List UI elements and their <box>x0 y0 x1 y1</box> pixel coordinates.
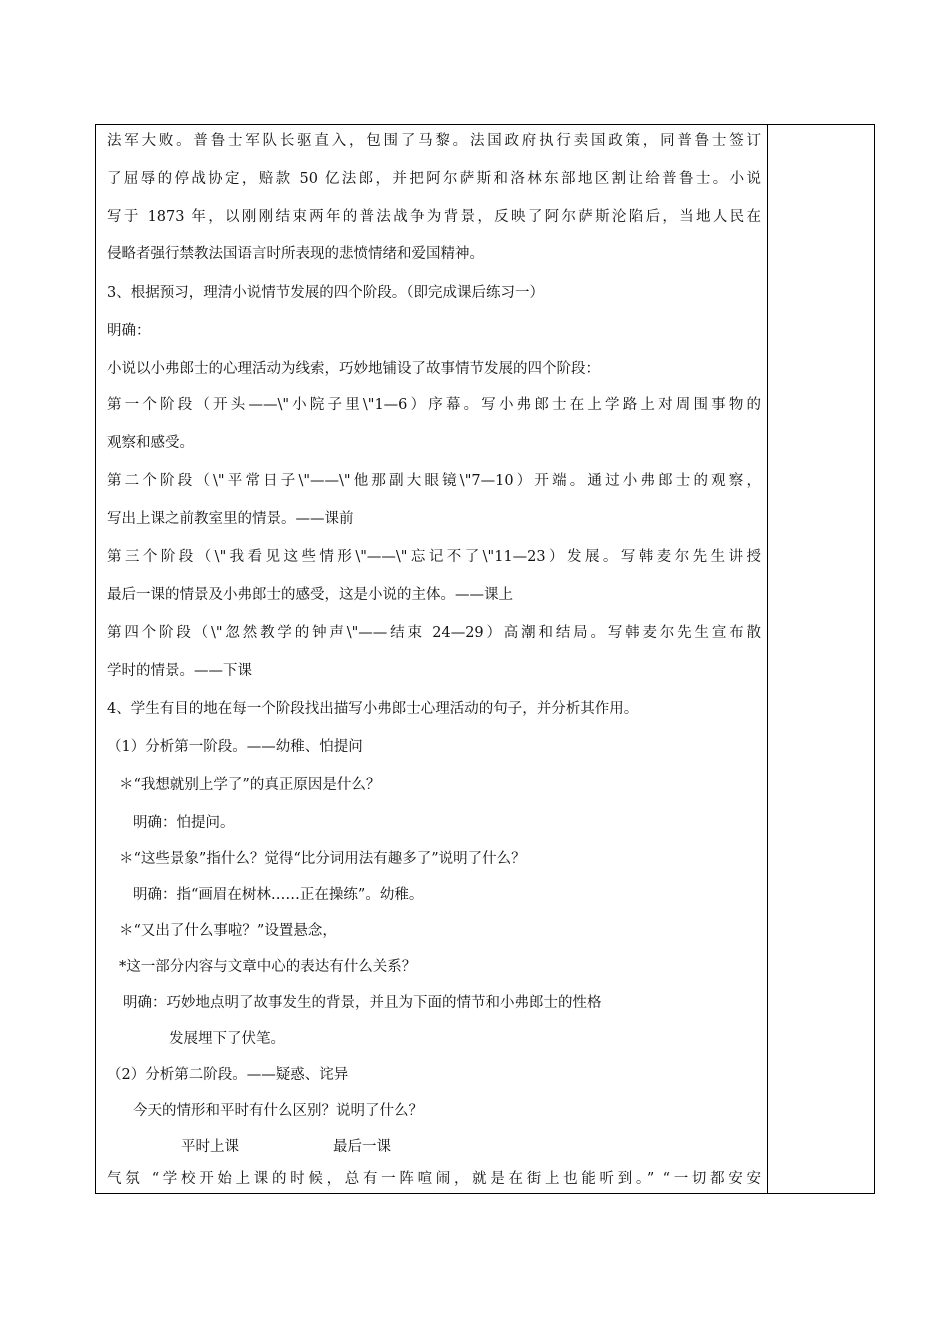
text-line: （1）分析第一阶段。——幼稚、怕提问 <box>107 739 363 755</box>
text-line: 第一个阶段（开头——\"小院子里\"1—6）序幕。写小弗郎士在上学路上对周围事物的 <box>107 397 761 413</box>
text-line: 今天的情形和平时有什么区别？说明了什么？ <box>133 1103 423 1119</box>
text-line: 发展埋下了伏笔。 <box>169 1031 285 1047</box>
text-line: 学时的情景。——下课 <box>107 663 252 679</box>
text-line: 写于 1873 年，以刚刚结束两年的普法战争为背景，反映了阿尔萨斯沦陷后，当地人民在 <box>107 209 761 225</box>
text-line: 3、根据预习，理清小说情节发展的四个阶段。（即完成课后练习一） <box>107 285 544 301</box>
column-heading: 平时上课 <box>181 1139 239 1155</box>
text-line: 观察和感受。 <box>107 435 194 451</box>
text-line: 了屈辱的停战协定，赔款 50 亿法郎，并把阿尔萨斯和洛林东部地区割让给普鲁士。小说 <box>107 171 761 187</box>
text-line: 侵略者强行禁教法国语言时所表现的悲愤情绪和爱国精神。 <box>107 246 484 262</box>
lesson-table <box>95 124 875 1194</box>
text-line: （2）分析第二阶段。——疑惑、诧异 <box>107 1067 349 1083</box>
text-line: 气氛 “学校开始上课的时候，总有一阵喧闹，就是在街上也能听到。” “一切都安安 <box>107 1171 761 1187</box>
text-line: ＊“这些景象”指什么？觉得“比分词用法有趣多了”说明了什么？ <box>119 851 526 867</box>
text-line: 明确：指“画眉在树林……正在操练”。幼稚。 <box>133 887 424 903</box>
text-line: 4、学生有目的地在每一个阶段找出描写小弗郎士心理活动的句子，并分析其作用。 <box>107 701 639 717</box>
column-heading: 最后一课 <box>333 1139 391 1155</box>
text-line: 第二个阶段（\"平常日子\"——\"他那副大眼镜\"7—10）开端。通过小弗郎士的观察， <box>107 473 761 489</box>
text-line: 法军大败。普鲁士军队长驱直入，包围了马黎。法国政府执行卖国政策，同普鲁士签订 <box>107 133 761 149</box>
column-divider <box>767 125 768 1193</box>
text-line: ＊“我想就别上学了”的真正原因是什么？ <box>119 777 381 793</box>
content-column <box>96 125 767 1193</box>
text-line: 小说以小弗郎士的心理活动为线索，巧妙地铺设了故事情节发展的四个阶段： <box>107 361 600 377</box>
text-line: 明确：巧妙地点明了故事发生的背景，并且为下面的情节和小弗郎士的性格 <box>123 995 602 1011</box>
text-line: ＊“又出了什么事啦？”设置悬念， <box>119 923 337 939</box>
text-line: 第三个阶段（\"我看见这些情形\"——\"忘记不了\"11—23）发展。写韩麦尔先生讲授 <box>107 549 761 565</box>
text-line: 明确： <box>107 323 151 339</box>
text-line: *这一部分内容与文章中心的表达有什么关系？ <box>119 959 417 975</box>
text-line: 写出上课之前教室里的情景。——课前 <box>107 511 354 527</box>
text-line: 明确：怕提问。 <box>133 815 235 831</box>
text-line: 第四个阶段（\"忽然教学的钟声\"——结束 24—29）高潮和结局。写韩麦尔先生宣布散 <box>107 625 761 641</box>
text-line: 最后一课的情景及小弗郎士的感受，这是小说的主体。——课上 <box>107 587 513 603</box>
